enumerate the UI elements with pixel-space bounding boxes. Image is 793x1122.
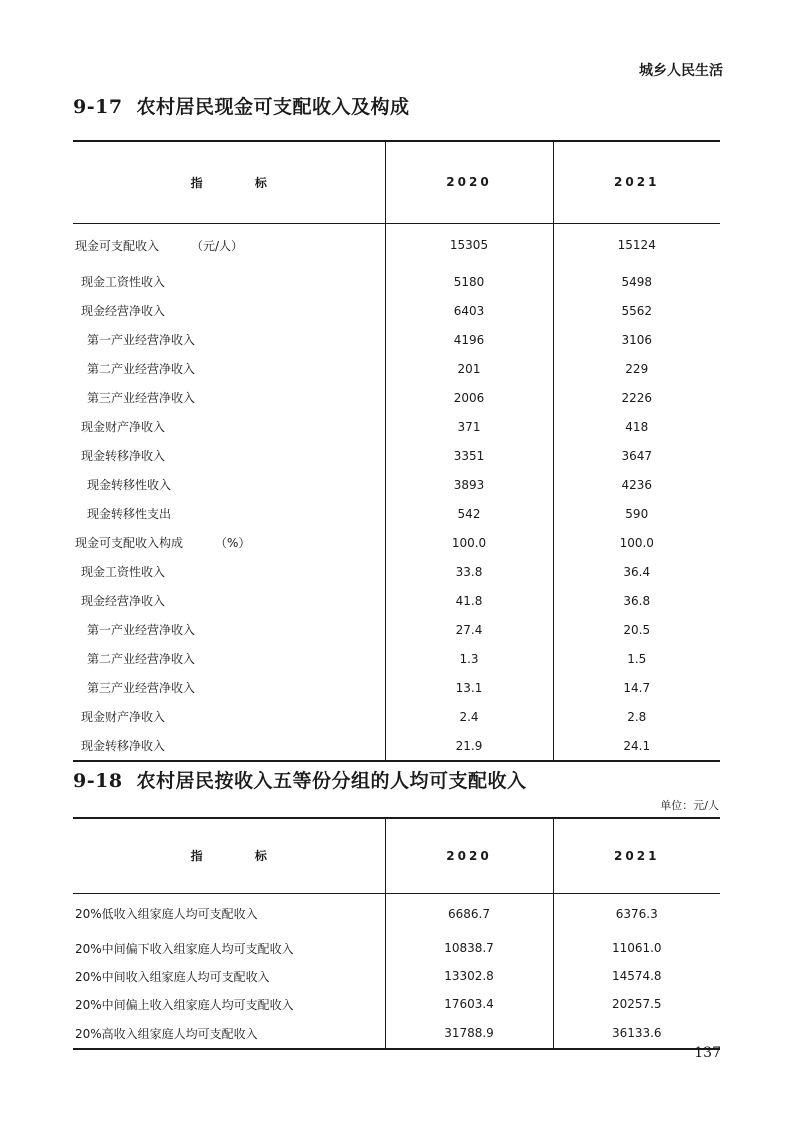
value-2020: 5180 [385, 267, 553, 296]
indicator-name: 第二产业经营净收入 [87, 652, 196, 666]
row-label [73, 528, 385, 557]
value-2021: 1.5 [553, 644, 720, 673]
value-2020: 201 [385, 354, 553, 383]
table-row [73, 990, 720, 1018]
indicator-name: 第一产业经营净收入 [87, 623, 196, 637]
indicator-unit: （元/人） [191, 238, 244, 253]
quintile-income-table [73, 817, 720, 1050]
table-row [73, 893, 720, 934]
value-2020: 1.3 [385, 644, 553, 673]
row-label [73, 223, 385, 267]
value-2020: 15305 [385, 223, 553, 267]
indicator-name: 20%高收入组家庭人均可支配收入 [75, 1026, 258, 1041]
value-2020: 10838.7 [385, 934, 553, 962]
row-label [73, 441, 385, 470]
value-2021: 100.0 [553, 528, 720, 557]
row-label [73, 702, 385, 731]
row-label [73, 354, 385, 383]
value-2021: 15124 [553, 223, 720, 267]
table-row [73, 644, 720, 673]
value-2021: 14574.8 [553, 962, 720, 990]
value-2020: 100.0 [385, 528, 553, 557]
value-2020: 371 [385, 412, 553, 441]
indicator-name: 现金经营净收入 [81, 594, 166, 608]
header-indicator: 指 标 [73, 141, 385, 223]
value-2021: 36.4 [553, 557, 720, 586]
indicator-name: 20%中间收入组家庭人均可支配收入 [75, 969, 270, 984]
indicator-name: 20%中间偏上收入组家庭人均可支配收入 [75, 997, 294, 1012]
indicator-name: 第二产业经营净收入 [87, 362, 196, 376]
value-2021: 14.7 [553, 673, 720, 702]
value-2020: 13302.8 [385, 962, 553, 990]
row-label [73, 586, 385, 615]
indicator-name: 现金转移性收入 [87, 478, 172, 492]
table-row [73, 528, 720, 557]
indicator-name: 第一产业经营净收入 [87, 333, 196, 347]
value-2020: 21.9 [385, 731, 553, 761]
row-label [73, 615, 385, 644]
table-row [73, 1018, 720, 1049]
table-number: 9-17 [73, 96, 123, 118]
table-row [73, 731, 720, 761]
value-2020: 31788.9 [385, 1018, 553, 1049]
value-2020: 17603.4 [385, 990, 553, 1018]
row-label [73, 412, 385, 441]
indicator-name: 20%低收入组家庭人均可支配收入 [75, 907, 258, 922]
row-label [73, 325, 385, 354]
row-label [73, 644, 385, 673]
table-number: 9-18 [73, 770, 123, 792]
table-row [73, 223, 720, 267]
value-2020: 3893 [385, 470, 553, 499]
value-2021: 3647 [553, 441, 720, 470]
value-2021: 24.1 [553, 731, 720, 761]
header-year-2020: 2020 [385, 818, 553, 893]
table-row [73, 702, 720, 731]
value-2021: 5498 [553, 267, 720, 296]
header-year-2021: 2021 [553, 141, 720, 223]
unit-label: 单位：元/人 [660, 799, 719, 812]
row-label [73, 1018, 385, 1049]
row-label [73, 383, 385, 412]
value-2020: 6403 [385, 296, 553, 325]
value-2020: 4196 [385, 325, 553, 354]
row-label [73, 470, 385, 499]
indicator-name: 现金可支配收入 [75, 238, 160, 253]
row-label [73, 557, 385, 586]
running-header: 城乡人民生活 [639, 63, 723, 79]
page-number: 137 [694, 1045, 721, 1061]
header-indicator: 指 标 [73, 818, 385, 893]
indicator-unit: （%） [215, 536, 251, 550]
indicator-name: 现金财产净收入 [81, 710, 166, 724]
table-row [73, 296, 720, 325]
value-2021: 3106 [553, 325, 720, 354]
value-2021: 36.8 [553, 586, 720, 615]
row-label [73, 267, 385, 296]
table-row [73, 586, 720, 615]
indicator-name: 现金经营净收入 [81, 304, 166, 318]
table-row [73, 934, 720, 962]
row-label [73, 962, 385, 990]
row-label [73, 893, 385, 934]
value-2020: 2006 [385, 383, 553, 412]
indicator-name: 现金可支配收入构成 [75, 536, 184, 550]
value-2021: 20.5 [553, 615, 720, 644]
value-2020: 33.8 [385, 557, 553, 586]
table-row [73, 383, 720, 412]
table-row [73, 615, 720, 644]
row-label [73, 731, 385, 761]
indicator-name: 现金工资性收入 [81, 565, 166, 579]
table-row [73, 557, 720, 586]
rural-cash-income-table [73, 140, 720, 762]
header-year-2021: 2021 [553, 818, 720, 893]
indicator-name: 现金转移净收入 [81, 739, 166, 753]
table-row [73, 673, 720, 702]
value-2021: 20257.5 [553, 990, 720, 1018]
value-2020: 3351 [385, 441, 553, 470]
value-2020: 13.1 [385, 673, 553, 702]
value-2021: 229 [553, 354, 720, 383]
table-9-17-title [73, 92, 410, 119]
table-row [73, 499, 720, 528]
row-label [73, 296, 385, 325]
table-row [73, 441, 720, 470]
value-2020: 6686.7 [385, 893, 553, 934]
table-title-text: 农村居民现金可支配收入及构成 [136, 96, 410, 118]
table-title-text: 农村居民按收入五等份分组的人均可支配收入 [136, 770, 527, 792]
table-9-18-title [73, 766, 527, 793]
value-2021: 11061.0 [553, 934, 720, 962]
indicator-name: 现金财产净收入 [81, 420, 166, 434]
value-2021: 418 [553, 412, 720, 441]
header-year-2020: 2020 [385, 141, 553, 223]
indicator-name: 第三产业经营净收入 [87, 391, 196, 405]
indicator-name: 第三产业经营净收入 [87, 681, 196, 695]
table-row [73, 962, 720, 990]
value-2021: 5562 [553, 296, 720, 325]
indicator-name: 现金转移净收入 [81, 449, 166, 463]
row-label [73, 673, 385, 702]
table-row [73, 470, 720, 499]
indicator-name: 现金工资性收入 [81, 275, 166, 289]
value-2021: 4236 [553, 470, 720, 499]
value-2021: 6376.3 [553, 893, 720, 934]
value-2020: 2.4 [385, 702, 553, 731]
row-label [73, 934, 385, 962]
value-2020: 27.4 [385, 615, 553, 644]
value-2021: 2.8 [553, 702, 720, 731]
indicator-name: 20%中间偏下收入组家庭人均可支配收入 [75, 941, 294, 956]
table-row [73, 412, 720, 441]
value-2021: 36133.6 [553, 1018, 720, 1049]
row-label [73, 990, 385, 1018]
table-row [73, 325, 720, 354]
indicator-name: 现金转移性支出 [87, 507, 172, 521]
table-row [73, 354, 720, 383]
value-2020: 41.8 [385, 586, 553, 615]
value-2021: 2226 [553, 383, 720, 412]
table-row [73, 267, 720, 296]
row-label [73, 499, 385, 528]
value-2020: 542 [385, 499, 553, 528]
value-2021: 590 [553, 499, 720, 528]
